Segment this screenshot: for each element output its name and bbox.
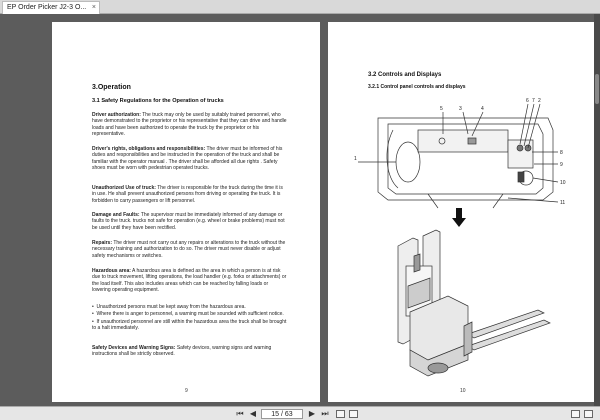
paragraph-repairs: Repairs: The driver must not carry out any repairs or alterations to the truck without the necessary training and authorization to do so. The driver must never disable or adjust safety mechanisms or switches. — [92, 240, 286, 259]
section-heading: 3.Operation — [92, 84, 131, 91]
single-page-view-icon[interactable] — [336, 410, 345, 418]
page-number: 9 — [185, 388, 188, 394]
fullscreen-icon[interactable] — [571, 410, 580, 418]
callout-8: 8 — [560, 150, 563, 156]
arrow-down-icon — [452, 208, 466, 228]
section-subheading: 3.2.1 Control panel controls and displays — [368, 84, 466, 90]
callout-3: 3 — [459, 106, 462, 112]
section-subheading: 3.1 Safety Regulations for the Operation of trucks — [92, 98, 224, 104]
callout-7: 7 — [532, 98, 535, 104]
page-left — [52, 22, 320, 402]
list-item: • Where there is anger to personnel, a warning must be sounded with sufficient notice. — [92, 311, 284, 318]
previous-page-icon[interactable]: ◀ — [249, 409, 257, 418]
fit-page-icon[interactable] — [584, 410, 593, 418]
list-item: • If unauthorized personnel are still within the hazardous area the truck shall be brought to a halt immediately. — [92, 318, 287, 331]
paragraph-hazardous-area: Hazardous area: A hazardous area is defined as the area in which a person is at risk due to truck movement, lifting operations, the load handler (e.g. forks or attachments) or the load itself. This also includes areas which can be reached by falling loads or lowering operating equipment. — [92, 268, 287, 293]
callout-4: 4 — [481, 106, 484, 112]
tab-title: EP Order Picker J2-3 O... — [7, 4, 87, 11]
order-picker-truck-illustration — [368, 226, 558, 386]
document-tab[interactable] — [2, 1, 100, 14]
first-page-icon[interactable]: ⏮ — [236, 409, 244, 418]
paragraph-driver-authorization: Driver authorization: The truck may only be used by suitably trained personnel, who have demonstrated to the proprietor or his representative that they can drive and handle loads and have been authorized to operate the truck by the proprietor or his representative. — [92, 112, 287, 137]
page-right — [328, 22, 596, 402]
tab-bar — [0, 0, 600, 14]
callout-5: 5 — [440, 106, 443, 112]
paragraph-unauthorized-use: Unauthorized Use of truck: The driver is responsible for the truck during the time it is in use. He shall prevent unauthorized persons from driving or operating the truck. It is forbidden to carry passengers or lift personnel. — [92, 185, 283, 204]
two-page-view-icon[interactable] — [349, 410, 358, 418]
callout-11: 11 — [560, 200, 566, 206]
callout-9: 9 — [560, 162, 563, 168]
paragraph-safety-devices: Safety Devices and Warning Signs: Safety devices, warning signs and warning instructions shall be strictly observed. — [92, 345, 272, 358]
close-icon[interactable]: × — [91, 4, 96, 11]
bullet-list — [92, 304, 288, 331]
navigation-toolbar — [0, 406, 600, 420]
callout-1: 1 — [354, 156, 357, 162]
document-viewer[interactable] — [0, 14, 600, 406]
next-page-icon[interactable]: ▶ — [308, 409, 316, 418]
page-indicator-input[interactable]: 15 / 63 — [261, 409, 303, 419]
list-item: • Unauthorized persons must be kept away from the hazardous area. — [92, 304, 246, 310]
page-number: 10 — [460, 388, 466, 394]
callout-2: 2 — [538, 98, 541, 104]
paragraph-damage-faults: Damage and Faults: The supervisor must be immediately informed of any damage or faults to the truck. trucks not safe for operation (e.g. wheel or brake problems) must not be used until they have been rectified. — [92, 212, 285, 231]
scrollbar-thumb[interactable] — [595, 74, 599, 104]
vertical-scrollbar[interactable] — [594, 14, 600, 406]
callout-10: 10 — [560, 180, 566, 186]
control-panel-diagram — [354, 90, 573, 208]
paragraph-driver-rights: Driver's rights, obligations and responsibilities: The driver must be informed of his duties and responsibilities and be instructed in the operation of the truck and shall be familiar with the operator manual . The driver shall be afforded all due rights . Safety shoes must be worn with pedestrian operated trucks. — [92, 146, 283, 171]
last-page-icon[interactable]: ⏭ — [321, 409, 329, 418]
callout-6: 6 — [526, 98, 529, 104]
section-heading: 3.2 Controls and Displays — [368, 72, 442, 78]
